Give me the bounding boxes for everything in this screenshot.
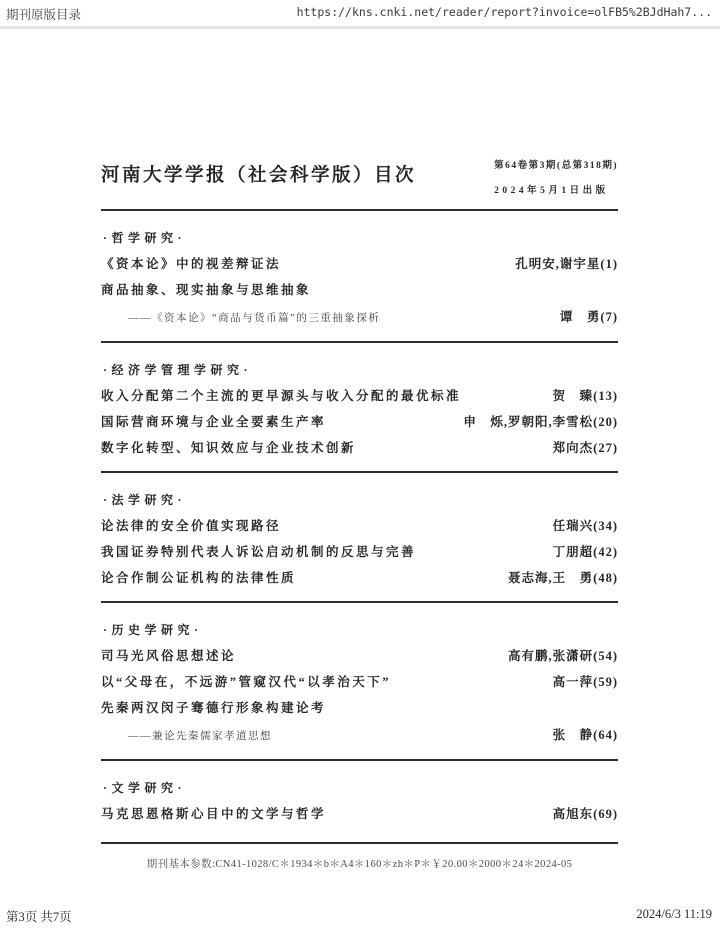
article-row xyxy=(101,570,618,586)
article-authors-page: 高有鹏,张潇研(54) xyxy=(508,649,618,663)
article-subtitle: ——《资本论》“商品与货币篇”的三重抽象探析 xyxy=(128,313,381,324)
masthead-rule xyxy=(101,209,618,211)
journal-parameters: 期刊基本参数:CN41-1028/C＊1934＊b＊A4＊160＊zh＊P＊￥20.00＊2000＊24＊2024-05 xyxy=(146,859,573,870)
article-authors-page: 郑向杰(27) xyxy=(552,441,618,455)
journal-title: 河南大学学报（社会科学版）目次 xyxy=(101,166,417,186)
article-title: 收入分配第二个主流的更早源头与收入分配的最优标准 xyxy=(101,389,462,403)
header-url-link[interactable]: https://kns.cnki.net/reader/report?invoice=olFB5%2BJdHah7... xyxy=(296,5,712,19)
toc-sections xyxy=(101,231,618,844)
article-row xyxy=(101,256,618,272)
article-authors-page: 孔明安,谢宇星(1) xyxy=(515,257,618,271)
article-authors-page: 丁朋超(42) xyxy=(552,545,618,559)
article-title: 《资本论》中的视差辩证法 xyxy=(101,257,282,271)
article-row xyxy=(101,388,618,404)
journal-toc-page xyxy=(101,153,618,871)
issue-date-line: 2024年5月1日出版 xyxy=(494,186,609,196)
article-row xyxy=(101,282,618,298)
article-row xyxy=(101,674,618,690)
section-heading: ·哲学研究· xyxy=(103,231,187,245)
article-authors-page: 高一萍(59) xyxy=(552,675,618,689)
article-row xyxy=(101,440,618,456)
article-title: 论合作制公证机构的法律性质 xyxy=(101,571,297,585)
browser-footer xyxy=(0,907,720,931)
article-row xyxy=(101,544,618,560)
article-title: 数字化转型、知识效应与企业技术创新 xyxy=(101,441,357,455)
section-rule xyxy=(101,471,618,473)
section-heading: ·历史学研究· xyxy=(103,623,203,637)
header-divider xyxy=(0,26,720,29)
section-heading: ·文学研究· xyxy=(103,781,187,795)
article-row xyxy=(101,414,618,430)
article-authors-page: 申 烁,罗朝阳,李雪松(20) xyxy=(463,415,618,429)
article-title: 先秦两汉闵子骞德行形象构建论考 xyxy=(101,701,327,715)
section-heading: ·法学研究· xyxy=(103,493,187,507)
toc-section xyxy=(101,231,618,343)
toc-section xyxy=(101,493,618,603)
article-title: 司马光风俗思想述论 xyxy=(101,649,237,663)
footer-timestamp: 2024/6/3 11:19 xyxy=(636,907,712,921)
article-authors-page: 贺 臻(13) xyxy=(552,389,618,403)
article-subtitle: ——兼论先秦儒家孝道思想 xyxy=(128,731,272,742)
toc-section xyxy=(101,363,618,473)
article-title: 商品抽象、现实抽象与思维抽象 xyxy=(101,283,312,297)
toc-section xyxy=(101,781,618,844)
article-title: 论法律的安全价值实现路径 xyxy=(101,519,282,533)
section-rule xyxy=(101,601,618,603)
article-row xyxy=(101,700,618,716)
article-title: 以“父母在，不远游”管窥汉代“以孝治天下” xyxy=(101,675,392,689)
section-heading: ·经济学管理学研究· xyxy=(103,363,253,377)
masthead xyxy=(101,153,618,203)
article-row xyxy=(101,806,618,822)
issue-info xyxy=(494,154,618,204)
browser-header xyxy=(0,0,720,26)
article-authors-page: 张 静(64) xyxy=(552,728,618,742)
article-subtitle-row xyxy=(101,310,618,326)
article-subtitle-row xyxy=(101,728,618,744)
article-authors-page: 谭 勇(7) xyxy=(559,310,618,324)
issue-volume-line: 第64卷第3期(总第318期) xyxy=(494,161,618,171)
section-rule xyxy=(101,341,618,343)
article-title: 马克思恩格斯心目中的文学与哲学 xyxy=(101,807,327,821)
article-authors-page: 聂志海,王 勇(48) xyxy=(508,571,618,585)
header-title: 期刊原版目录 xyxy=(6,8,82,22)
article-row xyxy=(101,518,618,534)
article-title: 我国证券特别代表人诉讼启动机制的反思与完善 xyxy=(101,545,417,559)
section-rule xyxy=(101,842,618,844)
footer-page-info: 第3页 共7页 xyxy=(6,910,72,924)
article-title: 国际营商环境与企业全要素生产率 xyxy=(101,415,327,429)
article-row xyxy=(101,648,618,664)
section-rule xyxy=(101,759,618,761)
toc-section xyxy=(101,623,618,761)
article-authors-page: 任瑞兴(34) xyxy=(552,519,618,533)
article-authors-page: 高旭东(69) xyxy=(552,807,618,821)
